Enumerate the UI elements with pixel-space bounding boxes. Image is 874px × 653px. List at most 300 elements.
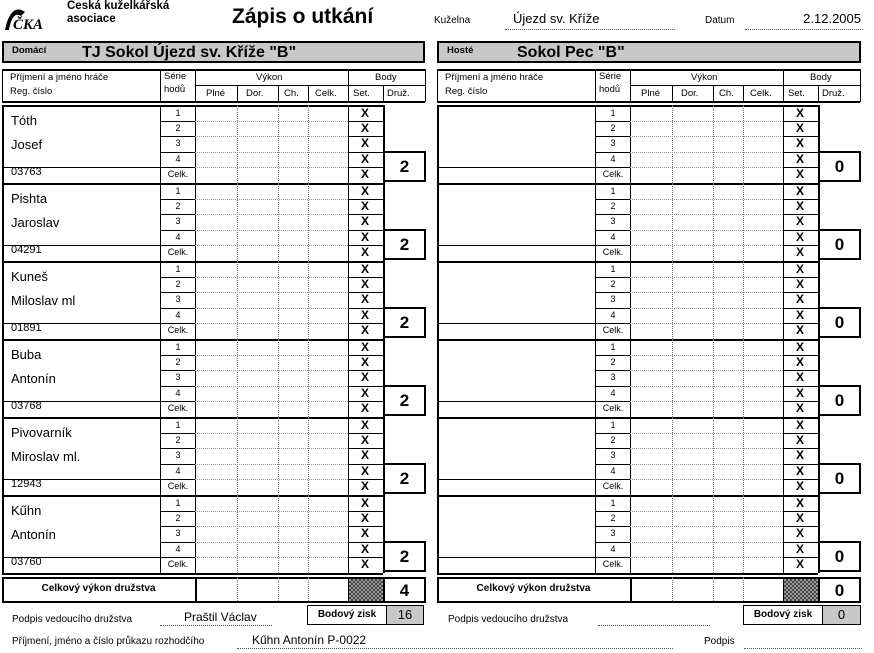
home-player-2-row-4-cell-0[interactable] [196,309,236,322]
away-player-5-row-1-cell-0[interactable] [631,497,671,510]
away-player-5-row-3-cell-2[interactable] [714,527,742,540]
away-player-1-set-3[interactable]: X [795,214,804,228]
away-player-4-row-1-cell-1[interactable] [673,419,712,432]
away-player-1-row-1-cell-1[interactable] [673,185,712,198]
away-player-0-row-5-cell-2[interactable] [714,168,742,181]
home-player-3-row-2-cell-2[interactable] [279,356,307,369]
away-player-4-row-2-cell-2[interactable] [714,434,742,447]
home-player-1-row-1-cell-0[interactable] [196,185,236,198]
home-player-0-first[interactable]: Tóth [11,113,38,128]
home-player-3-set-5[interactable]: X [360,401,369,415]
away-player-4-row-3-cell-2[interactable] [714,449,742,462]
away-player-0-row-3-cell-2[interactable] [714,137,742,150]
away-player-0-row-5-cell-3[interactable] [744,168,782,181]
away-player-2-set-5[interactable]: X [795,323,804,337]
away-player-0-row-4-cell-2[interactable] [714,153,742,166]
away-player-2-row-4-cell-0[interactable] [631,309,671,322]
away-player-1-row-3-cell-0[interactable] [631,215,671,228]
away-player-2-row-5-cell-1[interactable] [673,324,712,337]
away-player-1-row-5-cell-3[interactable] [744,246,782,259]
away-player-5-set-3[interactable]: X [795,526,804,540]
away-player-0-name-field[interactable] [441,109,591,165]
away-player-3-row-1-cell-1[interactable] [673,341,712,354]
away-player-0-set-3[interactable]: X [795,136,804,150]
away-player-0-row-5-cell-0[interactable] [631,168,671,181]
home-player-0-row-3-cell-3[interactable] [309,137,347,150]
home-player-3-row-2-cell-3[interactable] [309,356,347,369]
away-player-3-row-1-cell-0[interactable] [631,341,671,354]
away-player-0-row-3-cell-0[interactable] [631,137,671,150]
home-player-3-row-1-cell-3[interactable] [309,341,347,354]
away-player-5-row-4-cell-2[interactable] [714,543,742,556]
away-player-4-row-1-cell-2[interactable] [714,419,742,432]
home-player-1-set-1[interactable]: X [360,184,369,198]
away-player-1-row-3-cell-2[interactable] [714,215,742,228]
away-player-3-row-2-cell-0[interactable] [631,356,671,369]
referee-field[interactable] [237,632,673,649]
away-player-1-row-5-cell-0[interactable] [631,246,671,259]
home-player-4-set-2[interactable]: X [360,433,369,447]
home-player-1-row-2-cell-0[interactable] [196,200,236,213]
home-player-3-first[interactable]: Buba [11,347,42,362]
away-player-4-row-2-cell-0[interactable] [631,434,671,447]
away-player-2-row-1-cell-3[interactable] [744,263,782,276]
home-player-2-row-2-cell-3[interactable] [309,278,347,291]
home-player-2-row-2-cell-2[interactable] [279,278,307,291]
away-player-0-set-2[interactable]: X [795,121,804,135]
away-player-5-set-2[interactable]: X [795,511,804,525]
home-player-2-row-3-cell-3[interactable] [309,293,347,306]
home-player-1-row-4-cell-2[interactable] [279,231,307,244]
away-player-4-row-3-cell-0[interactable] [631,449,671,462]
home-player-1-set-4[interactable]: X [360,230,369,244]
away-player-1-row-4-cell-2[interactable] [714,231,742,244]
away-player-2-row-2-cell-3[interactable] [744,278,782,291]
away-player-0-row-2-cell-3[interactable] [744,122,782,135]
away-player-0-row-1-cell-2[interactable] [714,107,742,120]
away-player-1-row-5-cell-1[interactable] [673,246,712,259]
home-player-0-row-2-cell-0[interactable] [196,122,236,135]
home-player-0-set-2[interactable]: X [360,121,369,135]
away-player-3-row-4-cell-3[interactable] [744,387,782,400]
away-player-4-row-2-cell-1[interactable] [673,434,712,447]
away-leader-field[interactable] [598,609,710,626]
away-player-4-row-4-cell-3[interactable] [744,465,782,478]
away-player-5-name-field[interactable] [441,499,591,555]
home-player-2-row-5-cell-2[interactable] [279,324,307,337]
away-player-1-row-2-cell-3[interactable] [744,200,782,213]
home-player-4-row-3-cell-2[interactable] [279,449,307,462]
away-player-3-row-5-cell-1[interactable] [673,402,712,415]
away-player-2-set-4[interactable]: X [795,308,804,322]
home-player-2-row-1-cell-1[interactable] [238,263,277,276]
away-player-5-row-4-cell-3[interactable] [744,543,782,556]
date-field[interactable] [745,11,863,30]
home-player-3-row-4-cell-0[interactable] [196,387,236,400]
home-player-1-row-5-cell-0[interactable] [196,246,236,259]
away-player-0-row-5-cell-1[interactable] [673,168,712,181]
away-player-3-row-5-cell-0[interactable] [631,402,671,415]
home-player-2-row-1-cell-3[interactable] [309,263,347,276]
home-player-2-row-4-cell-1[interactable] [238,309,277,322]
away-player-2-row-3-cell-1[interactable] [673,293,712,306]
away-player-3-row-5-cell-3[interactable] [744,402,782,415]
away-player-5-row-1-cell-2[interactable] [714,497,742,510]
home-player-5-row-4-cell-1[interactable] [238,543,277,556]
away-player-4-row-4-cell-1[interactable] [673,465,712,478]
home-player-4-row-3-cell-3[interactable] [309,449,347,462]
away-player-2-reg-field[interactable] [441,323,591,337]
home-player-5-row-2-cell-0[interactable] [196,512,236,525]
home-player-1-row-1-cell-3[interactable] [309,185,347,198]
away-player-1-row-1-cell-2[interactable] [714,185,742,198]
home-player-2-set-5[interactable]: X [360,323,369,337]
away-player-4-row-4-cell-2[interactable] [714,465,742,478]
away-player-2-row-1-cell-0[interactable] [631,263,671,276]
away-player-1-row-1-cell-3[interactable] [744,185,782,198]
home-player-4-reg[interactable]: 12943 [11,478,42,490]
home-player-0-row-4-cell-2[interactable] [279,153,307,166]
home-player-3-row-2-cell-1[interactable] [238,356,277,369]
home-player-2-reg[interactable]: 01891 [11,322,42,334]
home-player-4-row-2-cell-0[interactable] [196,434,236,447]
away-player-1-row-3-cell-1[interactable] [673,215,712,228]
away-player-3-set-3[interactable]: X [795,370,804,384]
home-player-4-row-5-cell-1[interactable] [238,480,277,493]
home-player-0-row-3-cell-2[interactable] [279,137,307,150]
home-player-2-row-2-cell-0[interactable] [196,278,236,291]
away-player-5-row-3-cell-3[interactable] [744,527,782,540]
away-player-4-row-3-cell-3[interactable] [744,449,782,462]
away-player-1-row-4-cell-1[interactable] [673,231,712,244]
home-player-4-row-1-cell-2[interactable] [279,419,307,432]
home-player-5-row-1-cell-1[interactable] [238,497,277,510]
away-player-5-row-4-cell-0[interactable] [631,543,671,556]
away-player-5-row-1-cell-1[interactable] [673,497,712,510]
home-player-5-row-4-cell-3[interactable] [309,543,347,556]
away-player-2-row-5-cell-3[interactable] [744,324,782,337]
away-player-1-row-1-cell-0[interactable] [631,185,671,198]
away-player-5-row-1-cell-3[interactable] [744,497,782,510]
home-player-4-row-4-cell-0[interactable] [196,465,236,478]
away-player-2-row-2-cell-2[interactable] [714,278,742,291]
home-player-1-reg[interactable]: 04291 [11,244,42,256]
home-player-0-row-1-cell-3[interactable] [309,107,347,120]
away-player-0-row-1-cell-0[interactable] [631,107,671,120]
home-player-4-set-3[interactable]: X [360,448,369,462]
away-player-3-row-4-cell-0[interactable] [631,387,671,400]
away-player-3-row-2-cell-2[interactable] [714,356,742,369]
home-player-1-row-5-cell-3[interactable] [309,246,347,259]
home-player-4-row-5-cell-3[interactable] [309,480,347,493]
away-player-4-row-2-cell-3[interactable] [744,434,782,447]
away-player-5-set-4[interactable]: X [795,542,804,556]
signature-field[interactable] [744,632,862,649]
away-player-0-reg-field[interactable] [441,167,591,181]
away-player-1-set-4[interactable]: X [795,230,804,244]
home-player-4-row-4-cell-3[interactable] [309,465,347,478]
home-player-3-row-5-cell-3[interactable] [309,402,347,415]
home-player-0-set-3[interactable]: X [360,136,369,150]
home-player-4-set-4[interactable]: X [360,464,369,478]
home-player-3-set-4[interactable]: X [360,386,369,400]
away-player-4-row-5-cell-3[interactable] [744,480,782,493]
away-player-3-row-1-cell-3[interactable] [744,341,782,354]
home-player-0-row-5-cell-2[interactable] [279,168,307,181]
away-player-0-row-1-cell-1[interactable] [673,107,712,120]
home-player-1-row-3-cell-0[interactable] [196,215,236,228]
home-player-4-row-4-cell-1[interactable] [238,465,277,478]
away-player-1-set-1[interactable]: X [795,184,804,198]
away-player-3-reg-field[interactable] [441,401,591,415]
away-player-0-set-1[interactable]: X [795,106,804,120]
home-player-3-row-5-cell-2[interactable] [279,402,307,415]
away-player-1-row-2-cell-0[interactable] [631,200,671,213]
home-player-3-set-3[interactable]: X [360,370,369,384]
home-player-0-row-3-cell-1[interactable] [238,137,277,150]
away-player-2-row-1-cell-1[interactable] [673,263,712,276]
home-player-2-set-4[interactable]: X [360,308,369,322]
away-player-1-row-4-cell-0[interactable] [631,231,671,244]
home-player-4-row-1-cell-1[interactable] [238,419,277,432]
away-player-4-row-5-cell-0[interactable] [631,480,671,493]
home-leader-field[interactable] [160,609,272,626]
away-player-0-row-2-cell-1[interactable] [673,122,712,135]
home-player-1-row-4-cell-3[interactable] [309,231,347,244]
venue-field[interactable] [505,11,675,30]
away-player-1-row-2-cell-2[interactable] [714,200,742,213]
home-player-3-row-3-cell-3[interactable] [309,371,347,384]
home-player-4-row-2-cell-1[interactable] [238,434,277,447]
away-player-5-row-2-cell-1[interactable] [673,512,712,525]
home-player-2-row-2-cell-1[interactable] [238,278,277,291]
home-player-4-row-4-cell-2[interactable] [279,465,307,478]
home-player-2-set-1[interactable]: X [360,262,369,276]
home-player-0-row-1-cell-0[interactable] [196,107,236,120]
home-player-5-row-5-cell-2[interactable] [279,558,307,571]
home-player-2-row-1-cell-0[interactable] [196,263,236,276]
home-player-3-row-5-cell-0[interactable] [196,402,236,415]
home-player-1-row-2-cell-1[interactable] [238,200,277,213]
away-player-5-row-3-cell-1[interactable] [673,527,712,540]
away-player-4-set-2[interactable]: X [795,433,804,447]
home-player-5-reg[interactable]: 03760 [11,556,42,568]
home-player-4-last[interactable]: Miroslav ml. [11,449,81,464]
home-player-0-row-5-cell-0[interactable] [196,168,236,181]
away-player-2-row-3-cell-2[interactable] [714,293,742,306]
home-player-5-row-5-cell-0[interactable] [196,558,236,571]
away-player-0-row-2-cell-2[interactable] [714,122,742,135]
away-player-0-row-4-cell-0[interactable] [631,153,671,166]
home-player-0-set-1[interactable]: X [360,106,369,120]
home-player-1-row-2-cell-3[interactable] [309,200,347,213]
away-player-4-row-5-cell-2[interactable] [714,480,742,493]
away-player-1-set-5[interactable]: X [795,245,804,259]
home-player-0-row-2-cell-1[interactable] [238,122,277,135]
home-player-3-set-2[interactable]: X [360,355,369,369]
home-player-1-row-1-cell-2[interactable] [279,185,307,198]
away-player-1-row-5-cell-2[interactable] [714,246,742,259]
away-player-3-set-5[interactable]: X [795,401,804,415]
home-player-1-row-1-cell-1[interactable] [238,185,277,198]
away-player-2-set-2[interactable]: X [795,277,804,291]
home-player-4-set-1[interactable]: X [360,418,369,432]
away-player-1-row-2-cell-1[interactable] [673,200,712,213]
away-player-5-row-2-cell-3[interactable] [744,512,782,525]
home-player-1-row-5-cell-1[interactable] [238,246,277,259]
away-player-5-row-4-cell-1[interactable] [673,543,712,556]
away-player-3-row-4-cell-1[interactable] [673,387,712,400]
away-player-3-row-3-cell-3[interactable] [744,371,782,384]
home-player-5-row-2-cell-1[interactable] [238,512,277,525]
home-player-3-row-2-cell-0[interactable] [196,356,236,369]
away-player-2-row-1-cell-2[interactable] [714,263,742,276]
home-player-0-reg[interactable]: 03763 [11,166,42,178]
home-player-3-row-3-cell-0[interactable] [196,371,236,384]
home-player-1-first[interactable]: Pishta [11,191,48,206]
home-player-1-row-5-cell-2[interactable] [279,246,307,259]
away-player-0-row-4-cell-3[interactable] [744,153,782,166]
home-player-5-row-5-cell-3[interactable] [309,558,347,571]
home-player-5-row-5-cell-1[interactable] [238,558,277,571]
home-player-3-reg[interactable]: 03768 [11,400,42,412]
away-player-3-set-4[interactable]: X [795,386,804,400]
away-player-0-set-5[interactable]: X [795,167,804,181]
away-player-0-row-3-cell-1[interactable] [673,137,712,150]
away-player-2-name-field[interactable] [441,265,591,321]
away-player-4-row-4-cell-0[interactable] [631,465,671,478]
home-player-3-set-1[interactable]: X [360,340,369,354]
away-player-4-row-1-cell-3[interactable] [744,419,782,432]
away-player-2-row-5-cell-2[interactable] [714,324,742,337]
home-player-2-row-5-cell-1[interactable] [238,324,277,337]
away-player-5-row-3-cell-0[interactable] [631,527,671,540]
home-player-1-row-2-cell-2[interactable] [279,200,307,213]
home-player-2-row-5-cell-3[interactable] [309,324,347,337]
home-player-4-row-1-cell-3[interactable] [309,419,347,432]
home-player-0-row-1-cell-2[interactable] [279,107,307,120]
home-player-5-row-3-cell-3[interactable] [309,527,347,540]
away-player-3-set-1[interactable]: X [795,340,804,354]
away-player-4-row-3-cell-1[interactable] [673,449,712,462]
away-player-2-row-3-cell-3[interactable] [744,293,782,306]
home-player-3-row-3-cell-2[interactable] [279,371,307,384]
home-player-5-last[interactable]: Antonín [11,527,56,542]
home-player-3-row-1-cell-1[interactable] [238,341,277,354]
home-player-2-first[interactable]: Kuneš [11,269,48,284]
home-player-1-row-3-cell-3[interactable] [309,215,347,228]
away-player-5-row-5-cell-2[interactable] [714,558,742,571]
home-player-1-last[interactable]: Jaroslav [11,215,60,230]
away-player-2-set-3[interactable]: X [795,292,804,306]
home-player-4-row-1-cell-0[interactable] [196,419,236,432]
home-player-5-set-1[interactable]: X [360,496,369,510]
home-player-2-last[interactable]: Miloslav ml [11,293,76,308]
home-player-5-set-5[interactable]: X [360,557,369,571]
home-player-4-row-3-cell-1[interactable] [238,449,277,462]
away-player-3-row-2-cell-3[interactable] [744,356,782,369]
home-player-2-row-5-cell-0[interactable] [196,324,236,337]
home-player-5-set-4[interactable]: X [360,542,369,556]
home-player-0-row-4-cell-1[interactable] [238,153,277,166]
home-player-5-row-3-cell-2[interactable] [279,527,307,540]
away-player-5-row-5-cell-0[interactable] [631,558,671,571]
away-player-4-set-1[interactable]: X [795,418,804,432]
home-player-3-row-4-cell-3[interactable] [309,387,347,400]
away-player-3-row-3-cell-1[interactable] [673,371,712,384]
away-player-2-row-4-cell-2[interactable] [714,309,742,322]
home-player-2-row-4-cell-3[interactable] [309,309,347,322]
away-player-0-row-1-cell-3[interactable] [744,107,782,120]
away-player-2-row-2-cell-1[interactable] [673,278,712,291]
home-player-2-row-1-cell-2[interactable] [279,263,307,276]
away-player-3-row-4-cell-2[interactable] [714,387,742,400]
away-player-5-set-1[interactable]: X [795,496,804,510]
away-player-0-row-2-cell-0[interactable] [631,122,671,135]
home-player-5-row-1-cell-3[interactable] [309,497,347,510]
home-player-0-row-5-cell-1[interactable] [238,168,277,181]
away-player-5-set-5[interactable]: X [795,557,804,571]
home-player-3-last[interactable]: Antonín [11,371,56,386]
home-player-0-row-5-cell-3[interactable] [309,168,347,181]
away-player-4-set-3[interactable]: X [795,448,804,462]
home-player-3-row-5-cell-1[interactable] [238,402,277,415]
home-player-5-row-4-cell-0[interactable] [196,543,236,556]
home-player-4-row-2-cell-3[interactable] [309,434,347,447]
away-player-3-row-3-cell-2[interactable] [714,371,742,384]
away-player-1-row-4-cell-3[interactable] [744,231,782,244]
home-player-0-row-4-cell-3[interactable] [309,153,347,166]
home-player-2-row-4-cell-2[interactable] [279,309,307,322]
away-player-0-row-3-cell-3[interactable] [744,137,782,150]
away-player-3-row-1-cell-2[interactable] [714,341,742,354]
home-player-1-set-3[interactable]: X [360,214,369,228]
away-player-2-set-1[interactable]: X [795,262,804,276]
home-player-5-row-1-cell-0[interactable] [196,497,236,510]
away-player-2-row-5-cell-0[interactable] [631,324,671,337]
home-player-3-row-1-cell-0[interactable] [196,341,236,354]
away-player-2-row-4-cell-3[interactable] [744,309,782,322]
home-player-5-row-2-cell-2[interactable] [279,512,307,525]
away-player-5-row-2-cell-0[interactable] [631,512,671,525]
away-player-3-row-3-cell-0[interactable] [631,371,671,384]
home-player-2-set-3[interactable]: X [360,292,369,306]
home-player-4-first[interactable]: Pivovarník [11,425,72,440]
away-player-4-row-1-cell-0[interactable] [631,419,671,432]
home-player-0-set-4[interactable]: X [360,152,369,166]
home-player-4-row-5-cell-2[interactable] [279,480,307,493]
home-player-4-row-5-cell-0[interactable] [196,480,236,493]
home-player-4-set-5[interactable]: X [360,479,369,493]
away-player-1-name-field[interactable] [441,187,591,243]
away-player-4-reg-field[interactable] [441,479,591,493]
home-player-3-row-1-cell-2[interactable] [279,341,307,354]
home-player-0-row-4-cell-0[interactable] [196,153,236,166]
home-player-3-row-4-cell-2[interactable] [279,387,307,400]
home-player-0-row-1-cell-1[interactable] [238,107,277,120]
home-player-1-set-5[interactable]: X [360,245,369,259]
away-player-3-row-2-cell-1[interactable] [673,356,712,369]
home-player-4-row-2-cell-2[interactable] [279,434,307,447]
home-player-4-row-3-cell-0[interactable] [196,449,236,462]
away-player-4-set-4[interactable]: X [795,464,804,478]
away-player-5-row-5-cell-3[interactable] [744,558,782,571]
home-player-5-row-1-cell-2[interactable] [279,497,307,510]
away-player-2-row-3-cell-0[interactable] [631,293,671,306]
away-player-0-set-4[interactable]: X [795,152,804,166]
away-player-3-set-2[interactable]: X [795,355,804,369]
away-player-5-row-5-cell-1[interactable] [673,558,712,571]
